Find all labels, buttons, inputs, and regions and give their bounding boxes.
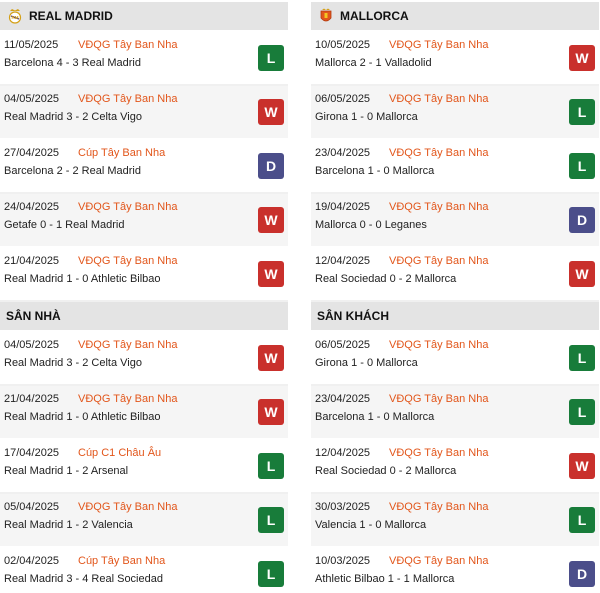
match-score: Real Madrid 1 - 0 Athletic Bilbao	[4, 273, 161, 285]
match-row[interactable]	[311, 548, 599, 593]
match-date: 11/05/2025	[4, 39, 59, 51]
match-score: Barcelona 2 - 2 Real Madrid	[4, 165, 141, 177]
match-row[interactable]	[0, 548, 288, 593]
competition-link[interactable]: VĐQG Tây Ban Nha	[78, 201, 178, 213]
match-score: Real Madrid 3 - 4 Real Sociedad	[4, 573, 163, 585]
match-date: 19/04/2025	[315, 201, 371, 213]
match-date: 30/03/2025	[315, 501, 371, 513]
match-row[interactable]	[0, 332, 288, 386]
match-date: 06/05/2025	[315, 339, 371, 351]
result-badge: L	[258, 45, 284, 71]
match-score: Barcelona 4 - 3 Real Madrid	[4, 57, 141, 69]
match-row[interactable]	[311, 386, 599, 440]
match-score: Real Sociedad 0 - 2 Mallorca	[315, 465, 457, 477]
svg-text:RM: RM	[11, 15, 19, 20]
real-madrid-header	[0, 2, 288, 30]
match-score: Girona 1 - 0 Mallorca	[315, 111, 418, 123]
away-match-list	[311, 332, 599, 593]
result-badge: W	[258, 261, 284, 287]
competition-link[interactable]: VĐQG Tây Ban Nha	[389, 147, 489, 159]
mallorca-title: MALLORCA	[340, 9, 409, 23]
match-date: 23/04/2025	[315, 393, 371, 405]
mallorca-header	[311, 2, 599, 30]
match-date: 27/04/2025	[4, 147, 60, 159]
result-badge: W	[258, 99, 284, 125]
match-date: 23/04/2025	[315, 147, 371, 159]
match-score: Valencia 1 - 0 Mallorca	[315, 519, 427, 531]
match-date: 10/05/2025	[315, 39, 371, 51]
result-badge: L	[258, 507, 284, 533]
match-score: Getafe 0 - 1 Real Madrid	[4, 219, 125, 231]
mallorca-match-list	[311, 32, 599, 302]
result-badge: W	[569, 261, 595, 287]
result-badge: W	[258, 399, 284, 425]
competition-link[interactable]: Cúp Tây Ban Nha	[78, 555, 166, 567]
match-row[interactable]	[0, 248, 288, 302]
match-score: Mallorca 2 - 1 Valladolid	[315, 57, 432, 69]
result-badge: D	[569, 561, 595, 587]
match-score: Girona 1 - 0 Mallorca	[315, 357, 418, 369]
competition-link[interactable]: Cúp C1 Châu Âu	[78, 447, 162, 459]
competition-link[interactable]: VĐQG Tây Ban Nha	[389, 501, 489, 513]
competition-link[interactable]: Cúp Tây Ban Nha	[78, 147, 166, 159]
mallorca-crest-icon	[319, 8, 333, 24]
match-row[interactable]	[311, 494, 599, 548]
competition-link[interactable]: VĐQG Tây Ban Nha	[389, 201, 489, 213]
match-score: Real Madrid 3 - 2 Celta Vigo	[4, 357, 142, 369]
match-row[interactable]	[0, 32, 288, 86]
competition-link[interactable]: VĐQG Tây Ban Nha	[78, 393, 178, 405]
competition-link[interactable]: VĐQG Tây Ban Nha	[78, 39, 178, 51]
result-badge: L	[569, 153, 595, 179]
result-badge: L	[258, 561, 284, 587]
home-title: SÂN NHÀ	[6, 309, 61, 323]
match-date: 04/05/2025	[4, 93, 60, 105]
match-row[interactable]	[0, 494, 288, 548]
away-header	[311, 302, 599, 330]
match-score: Real Sociedad 0 - 2 Mallorca	[315, 273, 457, 285]
match-date: 05/04/2025	[4, 501, 60, 513]
real-madrid-crest-icon	[8, 8, 22, 24]
competition-link[interactable]: VĐQG Tây Ban Nha	[389, 447, 489, 459]
result-badge: L	[569, 507, 595, 533]
result-badge: L	[569, 399, 595, 425]
match-date: 02/04/2025	[4, 555, 60, 567]
result-badge: L	[258, 453, 284, 479]
match-row[interactable]	[311, 332, 599, 386]
match-score: Real Madrid 1 - 0 Athletic Bilbao	[4, 411, 161, 423]
match-score: Real Madrid 3 - 2 Celta Vigo	[4, 111, 142, 123]
result-badge: L	[569, 99, 595, 125]
match-score: Real Madrid 1 - 2 Valencia	[4, 519, 133, 531]
result-badge: W	[258, 345, 284, 371]
match-row[interactable]	[0, 140, 288, 194]
match-row[interactable]	[0, 386, 288, 440]
result-badge: W	[569, 45, 595, 71]
competition-link[interactable]: VĐQG Tây Ban Nha	[389, 93, 489, 105]
match-row[interactable]	[311, 140, 599, 194]
match-row[interactable]	[0, 86, 288, 140]
result-badge: W	[569, 453, 595, 479]
match-date: 12/04/2025	[315, 255, 371, 267]
match-row[interactable]	[311, 248, 599, 302]
result-badge: D	[258, 153, 284, 179]
result-badge: D	[569, 207, 595, 233]
match-date: 12/04/2025	[315, 447, 371, 459]
competition-link[interactable]: VĐQG Tây Ban Nha	[389, 39, 489, 51]
real-madrid-match-list	[0, 32, 288, 302]
competition-link[interactable]: VĐQG Tây Ban Nha	[389, 555, 489, 567]
match-date: 06/05/2025	[315, 93, 371, 105]
match-row[interactable]	[311, 86, 599, 140]
match-row[interactable]	[0, 440, 288, 494]
competition-link[interactable]: VĐQG Tây Ban Nha	[78, 255, 178, 267]
match-score: Barcelona 1 - 0 Mallorca	[315, 411, 435, 423]
home-header	[0, 302, 288, 330]
competition-link[interactable]: VĐQG Tây Ban Nha	[78, 339, 178, 351]
match-date: 17/04/2025	[4, 447, 60, 459]
home-match-list	[0, 332, 288, 593]
result-badge: W	[258, 207, 284, 233]
match-date: 21/04/2025	[4, 393, 60, 405]
match-row[interactable]	[311, 32, 599, 86]
competition-link[interactable]: VĐQG Tây Ban Nha	[78, 93, 178, 105]
match-date: 21/04/2025	[4, 255, 60, 267]
match-score: Barcelona 1 - 0 Mallorca	[315, 165, 435, 177]
away-title: SÂN KHÁCH	[317, 309, 389, 323]
competition-link[interactable]: VĐQG Tây Ban Nha	[389, 255, 489, 267]
match-date: 24/04/2025	[4, 201, 60, 213]
result-badge: L	[569, 345, 595, 371]
competition-link[interactable]: VĐQG Tây Ban Nha	[389, 339, 489, 351]
match-row[interactable]	[311, 440, 599, 494]
match-date: 04/05/2025	[4, 339, 60, 351]
right-column	[311, 2, 599, 593]
match-score: Athletic Bilbao 1 - 1 Mallorca	[315, 573, 455, 585]
match-date: 10/03/2025	[315, 555, 371, 567]
match-row[interactable]	[311, 194, 599, 248]
competition-link[interactable]: VĐQG Tây Ban Nha	[389, 393, 489, 405]
competition-link[interactable]: VĐQG Tây Ban Nha	[78, 501, 178, 513]
match-score: Mallorca 0 - 0 Leganes	[315, 219, 427, 231]
left-column	[0, 2, 288, 593]
match-row[interactable]	[0, 194, 288, 248]
real-madrid-title: REAL MADRID	[29, 9, 113, 23]
match-score: Real Madrid 1 - 2 Arsenal	[4, 465, 129, 477]
